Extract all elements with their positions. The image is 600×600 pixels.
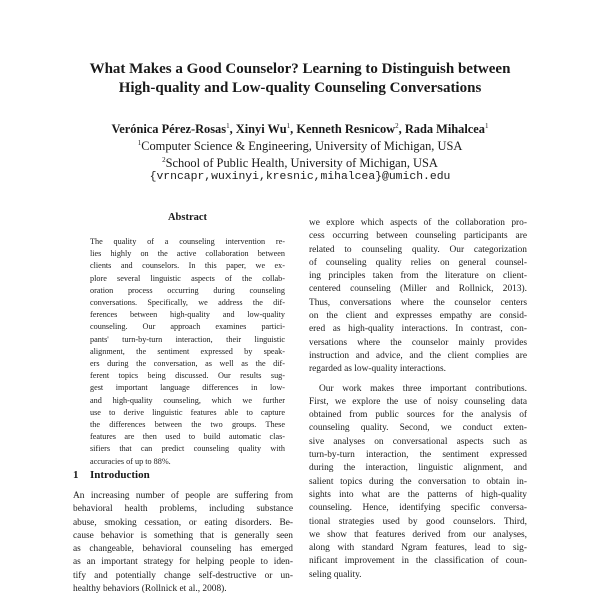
right-para2-line: sive analyses on conversational aspects such as	[309, 436, 527, 447]
abstract-lines-line: The quality of a counseling intervention re-	[90, 237, 285, 246]
right-para1-line: centered counseling (Miller and Rollnick, 2013).	[309, 284, 527, 295]
introduction-body	[73, 490, 293, 596]
right-para1-line: Thus, conversations where the counselor centers	[309, 297, 527, 308]
author-block	[30, 119, 570, 184]
intro-lines-line: as an important strategy for helping people to iden-	[73, 557, 293, 568]
right-para2-line: sights into what are the patterns of high-quality	[309, 489, 527, 500]
abstract-lines-line: lies highly on the active collaboration between	[90, 249, 285, 259]
abstract-lines-line: alignment, the sentiment expressed by speak-	[90, 346, 285, 356]
abstract-lines-line: the differences between the two groups. These	[90, 420, 285, 430]
abstract-lines-line: ers during the conversation, as well as the dif-	[90, 359, 285, 369]
right-para2-line: Our work makes three important contributions.	[319, 383, 527, 394]
right-para2-line: seling quality.	[309, 569, 362, 580]
right-para1-line: related to counseling quality. Our categorization	[309, 244, 527, 255]
right-para1-line: regarded as low-quality interactions.	[309, 364, 446, 375]
right-para2-line: counseling quality. Second, we conduct exten-	[309, 423, 527, 434]
intro-lines-line: abuse, smoking cessation, or eating disorders. Be-	[73, 517, 293, 528]
abstract-lines-line: use to derive linguistic features able to capture	[90, 407, 285, 417]
abstract-lines-line: ferences between high-quality and low-quality	[90, 310, 285, 320]
intro-lines-line: as changeable, behavioral counseling has emerged	[73, 544, 293, 555]
abstract-lines-line: features are then used to build automatic clas-	[90, 432, 285, 442]
intro-lines-line: cause behavior is something that is generally seen	[73, 530, 293, 541]
abstract-body	[90, 236, 285, 468]
right-para2-line: salient topics during the conversation to obtain in-	[309, 476, 527, 487]
author-4-affil: 1	[485, 122, 489, 130]
intro-lines-line: tify and potentially change self-destructive or un-	[73, 570, 293, 581]
affiliation-2-mark: 2	[162, 156, 166, 164]
right-para1-line: ing principles taken from the literature on client-	[309, 271, 527, 282]
author-names: Verónica Pérez-Rosas$^1$, Xinyi Wu$^1$, Kenneth Resnicow$^2$, Rada Mihalcea$^1$	[111, 122, 489, 136]
affiliation-1-text: Computer Science & Engineering, University of Michigan, USA	[141, 139, 463, 153]
author-3: Kenneth Resnicow	[296, 122, 396, 136]
author-emails: {vrncapr,wuxinyi,kresnic,mihalcea}@umich.edu	[149, 171, 451, 183]
section-heading-introduction	[73, 469, 150, 481]
abstract-lines-line: oration process occurring during counseling	[90, 285, 285, 295]
affiliation-2-text: School of Public Health, University of Michigan, USA	[165, 156, 438, 170]
right-paragraph-2	[309, 383, 527, 582]
right-para1-line: versations where the counselor mainly provides	[309, 337, 527, 348]
author-4: Rada Mihalcea	[404, 122, 486, 136]
author-1: Verónica Pérez-Rosas	[111, 122, 227, 136]
right-para2-line: we show that features derived from our analyses,	[309, 529, 527, 540]
title-line-2: High-quality and Low-quality Counseling Conversations	[118, 80, 482, 96]
right-para2-line: nificant improvement in the classification of coun-	[309, 556, 527, 567]
abstract-lines-line: pants' turn-by-turn interaction, their linguistic	[90, 334, 285, 344]
author-2: Xinyi Wu	[235, 122, 287, 136]
right-para2-line: during the interaction, linguistic alignment, and	[309, 463, 527, 474]
abstract-lines-line: accuracies of up to 88%.	[90, 456, 171, 466]
abstract-lines-line: gest important language differences in low-	[90, 383, 285, 393]
right-para2-line: counseling. Hence, identifying specific conversa-	[309, 503, 527, 514]
section-number: 1	[73, 469, 79, 481]
paper-title	[40, 60, 560, 98]
title-line-1: What Makes a Good Counselor? Learning to Distinguish between	[89, 61, 511, 77]
intro-lines-line: An increasing number of people are suffering from	[73, 491, 293, 501]
abstract-lines-line: ferent topics being discussed. Our results sug-	[90, 371, 285, 381]
intro-lines-line: behavioral health problems, including substance	[73, 504, 293, 515]
section-title: Introduction	[90, 469, 150, 481]
abstract-lines-line: sifiers that can predict counseling quality with	[90, 444, 285, 454]
author-3-affil: 2	[395, 122, 399, 130]
right-para2-line: along with standard Ngram features, lead to sig-	[309, 543, 527, 554]
author-1-affil: 1	[226, 122, 230, 130]
abstract-heading: Abstract	[167, 212, 208, 223]
right-column	[309, 217, 527, 582]
abstract-lines-line: and high-quality counseling, which we further	[90, 395, 285, 405]
right-para1-line: cess occurring between counseling participants are	[309, 231, 527, 242]
right-para2-line: tional strategies used by good counselors. Third,	[309, 516, 527, 527]
right-para2-line: obtained from public sources for the analysis of	[309, 410, 527, 421]
right-paragraph-1	[309, 217, 527, 377]
abstract-lines-line: conversations. Specifically, we address the dif-	[90, 298, 285, 308]
author-2-affil: 1	[286, 122, 291, 130]
right-para1-line: we explore which aspects of the collaboration pro-	[309, 218, 527, 228]
right-para1-line: instruction and advice, and the client complies are	[309, 350, 527, 361]
intro-lines-line: healthy behaviors (Rollnick et al., 2008).	[73, 584, 227, 595]
affiliation-1-mark: 1	[137, 139, 142, 147]
right-para1-line: on the client and expresses empathy are consid-	[309, 311, 527, 322]
abstract-lines-line: clients and counselors. In this paper, we ex-	[90, 261, 285, 271]
affiliation-1	[30, 136, 570, 153]
affiliation-2	[30, 153, 570, 170]
abstract-lines-line: plore several linguistic aspects of the collab-	[90, 273, 285, 283]
right-para1-line: ered as high-quality interactions. In contrast, con-	[309, 324, 527, 335]
right-para2-line: turn-by-turn interaction, the sentiment expressed	[309, 450, 527, 461]
abstract-lines-line: counseling. Our approach examines partici-	[90, 322, 285, 332]
right-para1-line: of counseling quality relies on general counsel-	[309, 257, 527, 268]
right-para2-line: First, we explore the use of noisy counseling data	[309, 396, 527, 407]
